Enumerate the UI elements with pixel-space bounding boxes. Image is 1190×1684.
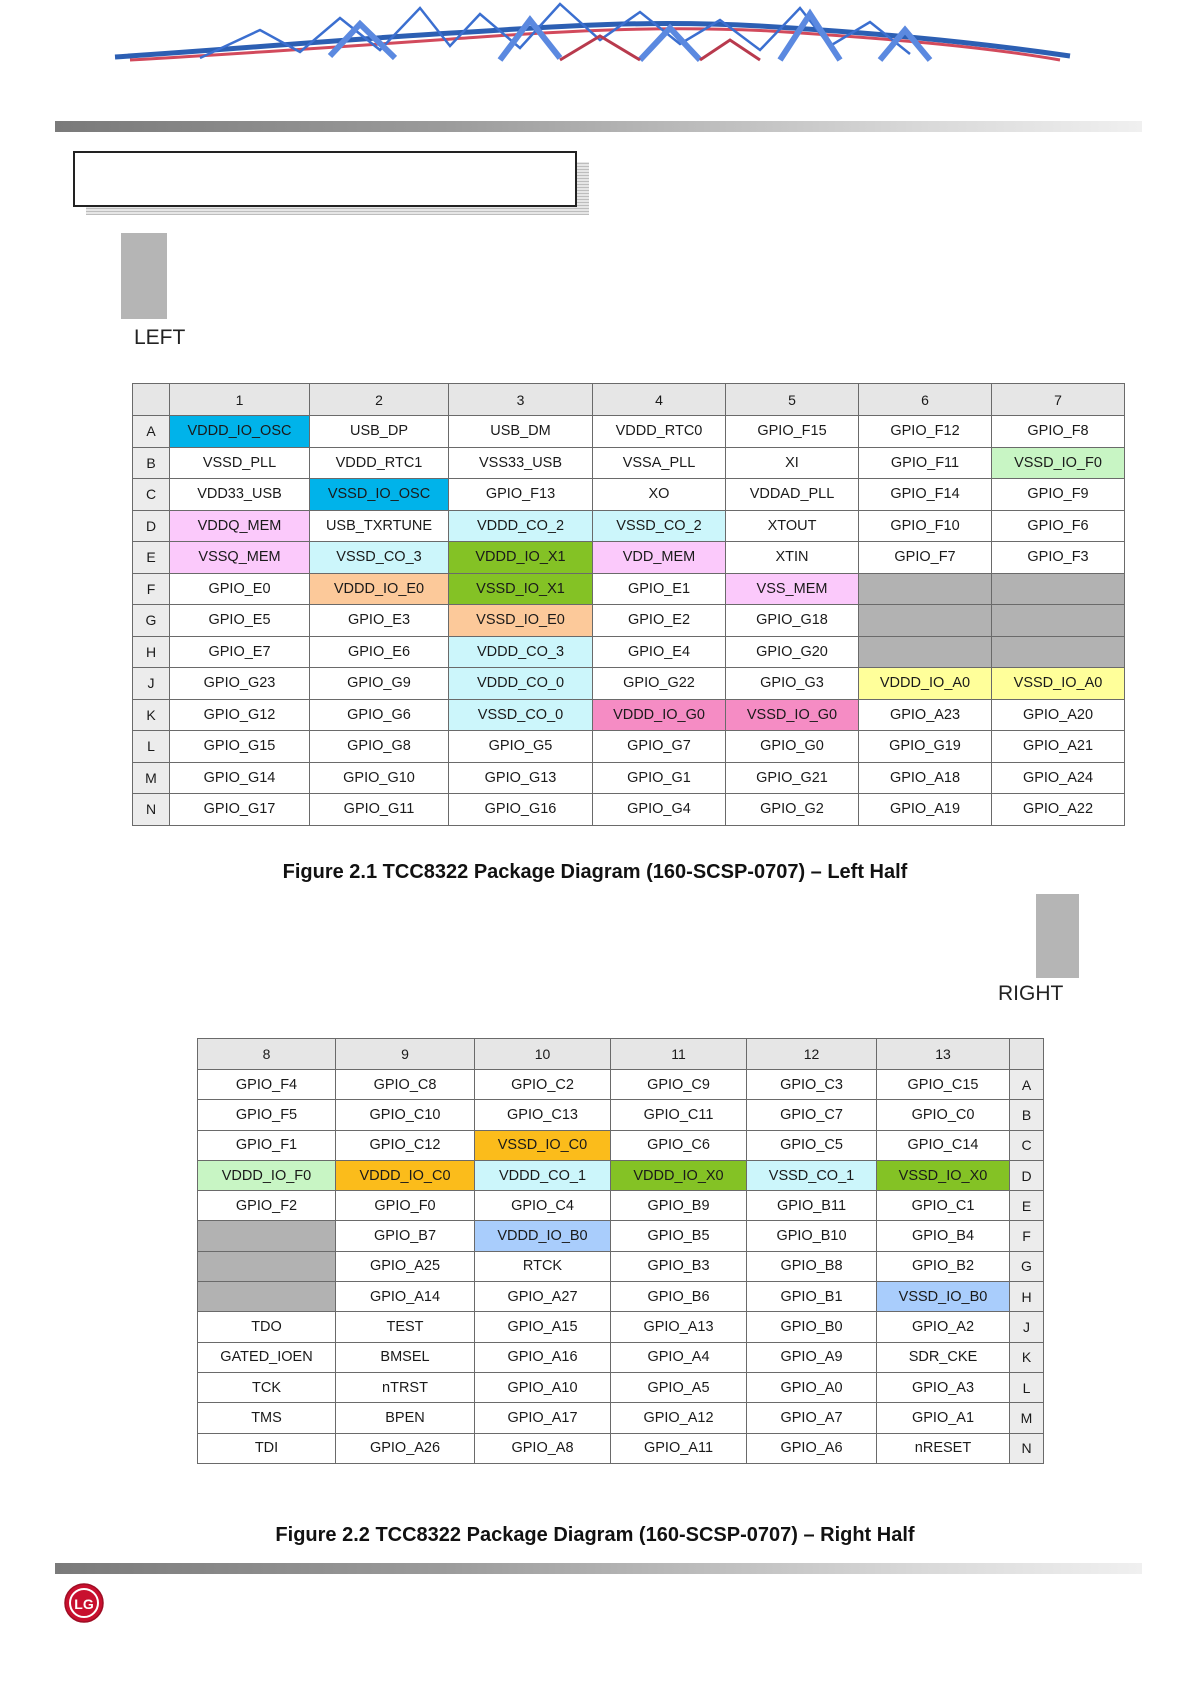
pin-cell: GPIO_G23 bbox=[170, 668, 310, 700]
row-header: F bbox=[1010, 1221, 1044, 1251]
left-label: LEFT bbox=[134, 326, 186, 349]
pin-cell: GPIO_C0 bbox=[877, 1100, 1010, 1130]
table-row bbox=[133, 447, 1125, 479]
pin-cell: GPIO_A7 bbox=[747, 1403, 877, 1433]
pin-cell: GPIO_A23 bbox=[859, 699, 992, 731]
pin-cell: VSSA_PLL bbox=[593, 447, 726, 479]
pin-cell: TDI bbox=[198, 1433, 336, 1463]
pin-cell: GPIO_A20 bbox=[992, 699, 1125, 731]
pin-cell: GPIO_B8 bbox=[747, 1251, 877, 1281]
pin-cell: GPIO_A4 bbox=[611, 1342, 747, 1372]
row-header: J bbox=[1010, 1312, 1044, 1342]
empty-pin-cell bbox=[859, 573, 992, 605]
pin-cell: GPIO_F13 bbox=[449, 479, 593, 511]
pin-cell: VDDD_IO_X0 bbox=[611, 1160, 747, 1190]
pin-cell: USB_DM bbox=[449, 416, 593, 448]
pin-cell: GPIO_A1 bbox=[877, 1403, 1010, 1433]
table-row bbox=[133, 479, 1125, 511]
row-header: H bbox=[133, 636, 170, 668]
pin-cell: GPIO_B0 bbox=[747, 1312, 877, 1342]
pin-cell: nTRST bbox=[336, 1372, 475, 1402]
pin-cell: TEST bbox=[336, 1312, 475, 1342]
pin-cell: GPIO_B3 bbox=[611, 1251, 747, 1281]
pin-cell: GPIO_A25 bbox=[336, 1251, 475, 1281]
pin-cell: GPIO_F4 bbox=[198, 1070, 336, 1100]
column-header: 12 bbox=[747, 1039, 877, 1070]
pin-cell: GPIO_G7 bbox=[593, 731, 726, 763]
pin-cell: GPIO_B10 bbox=[747, 1221, 877, 1251]
pin-cell: GPIO_A9 bbox=[747, 1342, 877, 1372]
lg-logo-icon bbox=[63, 1582, 105, 1624]
table-row bbox=[198, 1251, 1044, 1281]
pin-cell: XI bbox=[726, 447, 859, 479]
pin-cell: GPIO_G21 bbox=[726, 762, 859, 794]
table-row bbox=[133, 542, 1125, 574]
pin-cell: GPIO_F7 bbox=[859, 542, 992, 574]
row-header: M bbox=[133, 762, 170, 794]
row-header: L bbox=[133, 731, 170, 763]
column-header: 4 bbox=[593, 384, 726, 416]
row-header: B bbox=[133, 447, 170, 479]
pin-cell: GPIO_G5 bbox=[449, 731, 593, 763]
pin-cell: GPIO_G12 bbox=[170, 699, 310, 731]
pin-cell: GPIO_G0 bbox=[726, 731, 859, 763]
pin-cell: GPIO_C10 bbox=[336, 1100, 475, 1130]
table-row bbox=[198, 1070, 1044, 1100]
pin-cell: GPIO_G9 bbox=[310, 668, 449, 700]
pin-cell: GPIO_C5 bbox=[747, 1130, 877, 1160]
pin-cell: GPIO_B9 bbox=[611, 1191, 747, 1221]
column-header: 13 bbox=[877, 1039, 1010, 1070]
pin-cell: VSSD_CO_3 bbox=[310, 542, 449, 574]
pin-cell: GPIO_G15 bbox=[170, 731, 310, 763]
pin-cell: VDD_MEM bbox=[593, 542, 726, 574]
pin-cell: GPIO_F14 bbox=[859, 479, 992, 511]
row-header: G bbox=[133, 605, 170, 637]
pin-cell: GPIO_G20 bbox=[726, 636, 859, 668]
column-header: 10 bbox=[475, 1039, 611, 1070]
pin-cell: GPIO_A22 bbox=[992, 794, 1125, 826]
pin-cell: GPIO_A10 bbox=[475, 1372, 611, 1402]
pin-cell: GPIO_C14 bbox=[877, 1130, 1010, 1160]
logo-text: LG bbox=[74, 1596, 94, 1612]
pin-cell: VDDD_IO_B0 bbox=[475, 1221, 611, 1251]
pin-cell: GPIO_B2 bbox=[877, 1251, 1010, 1281]
pin-cell: VDDAD_PLL bbox=[726, 479, 859, 511]
pin-cell: nRESET bbox=[877, 1433, 1010, 1463]
pin-cell: GPIO_F6 bbox=[992, 510, 1125, 542]
pin-cell: GPIO_F1 bbox=[198, 1130, 336, 1160]
table-row bbox=[198, 1433, 1044, 1463]
column-header: 6 bbox=[859, 384, 992, 416]
pin-cell: VSSD_IO_C0 bbox=[475, 1130, 611, 1160]
row-header: D bbox=[1010, 1160, 1044, 1190]
pin-cell: GPIO_A17 bbox=[475, 1403, 611, 1433]
column-header: 5 bbox=[726, 384, 859, 416]
row-header: F bbox=[133, 573, 170, 605]
pin-cell: VDDD_CO_2 bbox=[449, 510, 593, 542]
row-header: D bbox=[133, 510, 170, 542]
pin-cell: GPIO_B1 bbox=[747, 1282, 877, 1312]
table-row bbox=[133, 794, 1125, 826]
pin-cell: GPIO_G19 bbox=[859, 731, 992, 763]
pin-cell: XTIN bbox=[726, 542, 859, 574]
pin-cell: VDDQ_MEM bbox=[170, 510, 310, 542]
pin-cell: VDDD_IO_C0 bbox=[336, 1160, 475, 1190]
footer-rule bbox=[55, 1563, 1142, 1574]
pin-cell: GPIO_B5 bbox=[611, 1221, 747, 1251]
pin-cell: VSSD_IO_X0 bbox=[877, 1160, 1010, 1190]
row-header: A bbox=[1010, 1070, 1044, 1100]
pin-cell: GPIO_G6 bbox=[310, 699, 449, 731]
pin-cell: GPIO_G16 bbox=[449, 794, 593, 826]
pin-cell: GPIO_A5 bbox=[611, 1372, 747, 1402]
pin-cell: SDR_CKE bbox=[877, 1342, 1010, 1372]
pin-cell: GPIO_B7 bbox=[336, 1221, 475, 1251]
pin-cell: GPIO_G3 bbox=[726, 668, 859, 700]
pin-cell: VDDD_IO_F0 bbox=[198, 1160, 336, 1190]
table-row bbox=[198, 1160, 1044, 1190]
pin-cell: GPIO_B6 bbox=[611, 1282, 747, 1312]
pin-cell: GPIO_A21 bbox=[992, 731, 1125, 763]
pin-cell: GPIO_F2 bbox=[198, 1191, 336, 1221]
pin-cell: GPIO_A15 bbox=[475, 1312, 611, 1342]
empty-pin-cell bbox=[859, 636, 992, 668]
corner-cell bbox=[133, 384, 170, 416]
pin-cell: GPIO_E4 bbox=[593, 636, 726, 668]
pin-cell: GPIO_C4 bbox=[475, 1191, 611, 1221]
table-row bbox=[198, 1282, 1044, 1312]
row-header: B bbox=[1010, 1100, 1044, 1130]
row-header: J bbox=[133, 668, 170, 700]
pin-cell: GPIO_G22 bbox=[593, 668, 726, 700]
table-row bbox=[198, 1100, 1044, 1130]
pin-cell: GPIO_G2 bbox=[726, 794, 859, 826]
pin-cell: GPIO_C2 bbox=[475, 1070, 611, 1100]
left-tab-marker bbox=[121, 233, 167, 319]
pin-cell: VDDD_IO_OSC bbox=[170, 416, 310, 448]
row-header: L bbox=[1010, 1372, 1044, 1402]
pin-cell: VDDD_CO_1 bbox=[475, 1160, 611, 1190]
pin-cell: GPIO_C8 bbox=[336, 1070, 475, 1100]
table-row bbox=[198, 1403, 1044, 1433]
pin-cell: GPIO_A11 bbox=[611, 1433, 747, 1463]
pin-cell: GPIO_G1 bbox=[593, 762, 726, 794]
row-header: A bbox=[133, 416, 170, 448]
pin-cell: GPIO_C1 bbox=[877, 1191, 1010, 1221]
pin-cell: GPIO_F10 bbox=[859, 510, 992, 542]
pin-cell: VSSD_IO_A0 bbox=[992, 668, 1125, 700]
pin-cell: GPIO_C15 bbox=[877, 1070, 1010, 1100]
pin-cell: VSSQ_MEM bbox=[170, 542, 310, 574]
pin-cell: GPIO_C11 bbox=[611, 1100, 747, 1130]
pin-cell: VDDD_RTC0 bbox=[593, 416, 726, 448]
pin-cell: VSS_MEM bbox=[726, 573, 859, 605]
row-header: C bbox=[1010, 1130, 1044, 1160]
row-header: C bbox=[133, 479, 170, 511]
pin-cell: GPIO_A2 bbox=[877, 1312, 1010, 1342]
pin-cell: GPIO_F0 bbox=[336, 1191, 475, 1221]
pin-cell: VDDD_IO_E0 bbox=[310, 573, 449, 605]
column-header-row bbox=[198, 1039, 1044, 1070]
column-header: 2 bbox=[310, 384, 449, 416]
empty-pin-cell bbox=[198, 1282, 336, 1312]
table-row bbox=[198, 1130, 1044, 1160]
pin-cell: BMSEL bbox=[336, 1342, 475, 1372]
pin-cell: GPIO_E0 bbox=[170, 573, 310, 605]
table-row bbox=[133, 510, 1125, 542]
pin-cell: VSSD_CO_0 bbox=[449, 699, 593, 731]
pin-cell: VSSD_IO_OSC bbox=[310, 479, 449, 511]
table-row bbox=[133, 636, 1125, 668]
table-row bbox=[198, 1372, 1044, 1402]
section-title-box bbox=[73, 151, 577, 207]
pin-cell: GPIO_G8 bbox=[310, 731, 449, 763]
row-header: E bbox=[133, 542, 170, 574]
table-row bbox=[133, 762, 1125, 794]
pin-cell: GPIO_E7 bbox=[170, 636, 310, 668]
table-row bbox=[133, 605, 1125, 637]
pin-cell: GPIO_C7 bbox=[747, 1100, 877, 1130]
pin-cell: GPIO_C6 bbox=[611, 1130, 747, 1160]
pin-cell: TMS bbox=[198, 1403, 336, 1433]
pin-cell: USB_DP bbox=[310, 416, 449, 448]
empty-pin-cell bbox=[198, 1221, 336, 1251]
right-tab-marker bbox=[1036, 894, 1079, 978]
row-header: H bbox=[1010, 1282, 1044, 1312]
pin-cell: GPIO_G10 bbox=[310, 762, 449, 794]
table-row bbox=[198, 1191, 1044, 1221]
pin-cell: GPIO_C13 bbox=[475, 1100, 611, 1130]
table-row bbox=[133, 699, 1125, 731]
pin-cell: GPIO_A8 bbox=[475, 1433, 611, 1463]
row-header: E bbox=[1010, 1191, 1044, 1221]
pin-cell: GPIO_A12 bbox=[611, 1403, 747, 1433]
corner-cell bbox=[1010, 1039, 1044, 1070]
pin-cell: VSSD_CO_2 bbox=[593, 510, 726, 542]
pin-cell: TCK bbox=[198, 1372, 336, 1402]
pin-cell: VSSD_IO_F0 bbox=[992, 447, 1125, 479]
pin-cell: VSSD_IO_E0 bbox=[449, 605, 593, 637]
column-header: 3 bbox=[449, 384, 593, 416]
pin-cell: VDDD_IO_G0 bbox=[593, 699, 726, 731]
column-header: 9 bbox=[336, 1039, 475, 1070]
pin-cell: GPIO_C3 bbox=[747, 1070, 877, 1100]
row-header: N bbox=[133, 794, 170, 826]
pin-cell: GPIO_E2 bbox=[593, 605, 726, 637]
empty-pin-cell bbox=[859, 605, 992, 637]
pin-cell: GPIO_F11 bbox=[859, 447, 992, 479]
table-row bbox=[133, 416, 1125, 448]
pin-cell: GPIO_G11 bbox=[310, 794, 449, 826]
pin-cell: GPIO_E5 bbox=[170, 605, 310, 637]
row-header: K bbox=[1010, 1342, 1044, 1372]
column-header-row bbox=[133, 384, 1125, 416]
pin-cell: BPEN bbox=[336, 1403, 475, 1433]
pin-cell: VDDD_IO_X1 bbox=[449, 542, 593, 574]
left-half-pin-table bbox=[132, 383, 1125, 826]
row-header: G bbox=[1010, 1251, 1044, 1281]
header-rule bbox=[55, 121, 1142, 132]
pin-cell: VSSD_IO_B0 bbox=[877, 1282, 1010, 1312]
pin-cell: GATED_IOEN bbox=[198, 1342, 336, 1372]
empty-pin-cell bbox=[992, 573, 1125, 605]
pin-cell: GPIO_A0 bbox=[747, 1372, 877, 1402]
pin-cell: GPIO_A24 bbox=[992, 762, 1125, 794]
pin-cell: VDDD_CO_3 bbox=[449, 636, 593, 668]
pin-cell: VSSD_CO_1 bbox=[747, 1160, 877, 1190]
row-header: K bbox=[133, 699, 170, 731]
pin-cell: GPIO_A6 bbox=[747, 1433, 877, 1463]
pin-cell: GPIO_G13 bbox=[449, 762, 593, 794]
pin-cell: VDDD_IO_A0 bbox=[859, 668, 992, 700]
pin-cell: RTCK bbox=[475, 1251, 611, 1281]
header-banner-art bbox=[0, 0, 1190, 70]
pin-cell: GPIO_A26 bbox=[336, 1433, 475, 1463]
pin-cell: VSSD_PLL bbox=[170, 447, 310, 479]
column-header: 1 bbox=[170, 384, 310, 416]
empty-pin-cell bbox=[198, 1251, 336, 1281]
pin-cell: GPIO_E6 bbox=[310, 636, 449, 668]
table-row bbox=[198, 1221, 1044, 1251]
pin-cell: XO bbox=[593, 479, 726, 511]
left-caption: Figure 2.1 TCC8322 Package Diagram (160-SCSP-0707) – Left Half bbox=[282, 861, 908, 883]
pin-cell: GPIO_F15 bbox=[726, 416, 859, 448]
column-header: 8 bbox=[198, 1039, 336, 1070]
pin-cell: GPIO_A3 bbox=[877, 1372, 1010, 1402]
pin-cell: GPIO_E1 bbox=[593, 573, 726, 605]
pin-cell: GPIO_C9 bbox=[611, 1070, 747, 1100]
pin-cell: VSSD_IO_X1 bbox=[449, 573, 593, 605]
pin-cell: GPIO_G4 bbox=[593, 794, 726, 826]
right-label: RIGHT bbox=[998, 982, 1064, 1005]
empty-pin-cell bbox=[992, 636, 1125, 668]
table-row bbox=[198, 1342, 1044, 1372]
pin-cell: GPIO_F3 bbox=[992, 542, 1125, 574]
row-header: N bbox=[1010, 1433, 1044, 1463]
pin-cell: GPIO_B4 bbox=[877, 1221, 1010, 1251]
pin-cell: VDDD_CO_0 bbox=[449, 668, 593, 700]
pin-cell: GPIO_G17 bbox=[170, 794, 310, 826]
empty-pin-cell bbox=[992, 605, 1125, 637]
pin-cell: GPIO_F12 bbox=[859, 416, 992, 448]
pin-cell: GPIO_E3 bbox=[310, 605, 449, 637]
table-row bbox=[133, 731, 1125, 763]
pin-cell: VDD33_USB bbox=[170, 479, 310, 511]
table-row bbox=[133, 573, 1125, 605]
pin-cell: GPIO_A18 bbox=[859, 762, 992, 794]
column-header: 11 bbox=[611, 1039, 747, 1070]
right-half-pin-table bbox=[197, 1038, 1044, 1464]
pin-cell: GPIO_C12 bbox=[336, 1130, 475, 1160]
pin-cell: GPIO_F5 bbox=[198, 1100, 336, 1130]
pin-cell: GPIO_F9 bbox=[992, 479, 1125, 511]
pin-cell: GPIO_A27 bbox=[475, 1282, 611, 1312]
pin-cell: VSSD_IO_G0 bbox=[726, 699, 859, 731]
pin-cell: GPIO_B11 bbox=[747, 1191, 877, 1221]
row-header: M bbox=[1010, 1403, 1044, 1433]
pin-cell: VDDD_RTC1 bbox=[310, 447, 449, 479]
pin-cell: GPIO_A13 bbox=[611, 1312, 747, 1342]
pin-cell: USB_TXRTUNE bbox=[310, 510, 449, 542]
pin-cell: TDO bbox=[198, 1312, 336, 1342]
pin-cell: GPIO_A16 bbox=[475, 1342, 611, 1372]
pin-cell: GPIO_G18 bbox=[726, 605, 859, 637]
right-caption: Figure 2.2 TCC8322 Package Diagram (160-SCSP-0707) – Right Half bbox=[275, 1524, 915, 1546]
pin-cell: XTOUT bbox=[726, 510, 859, 542]
pin-cell: GPIO_G14 bbox=[170, 762, 310, 794]
pin-cell: VSS33_USB bbox=[449, 447, 593, 479]
pin-cell: GPIO_A14 bbox=[336, 1282, 475, 1312]
column-header: 7 bbox=[992, 384, 1125, 416]
pin-cell: GPIO_A19 bbox=[859, 794, 992, 826]
pin-cell: GPIO_F8 bbox=[992, 416, 1125, 448]
table-row bbox=[198, 1312, 1044, 1342]
table-row bbox=[133, 668, 1125, 700]
